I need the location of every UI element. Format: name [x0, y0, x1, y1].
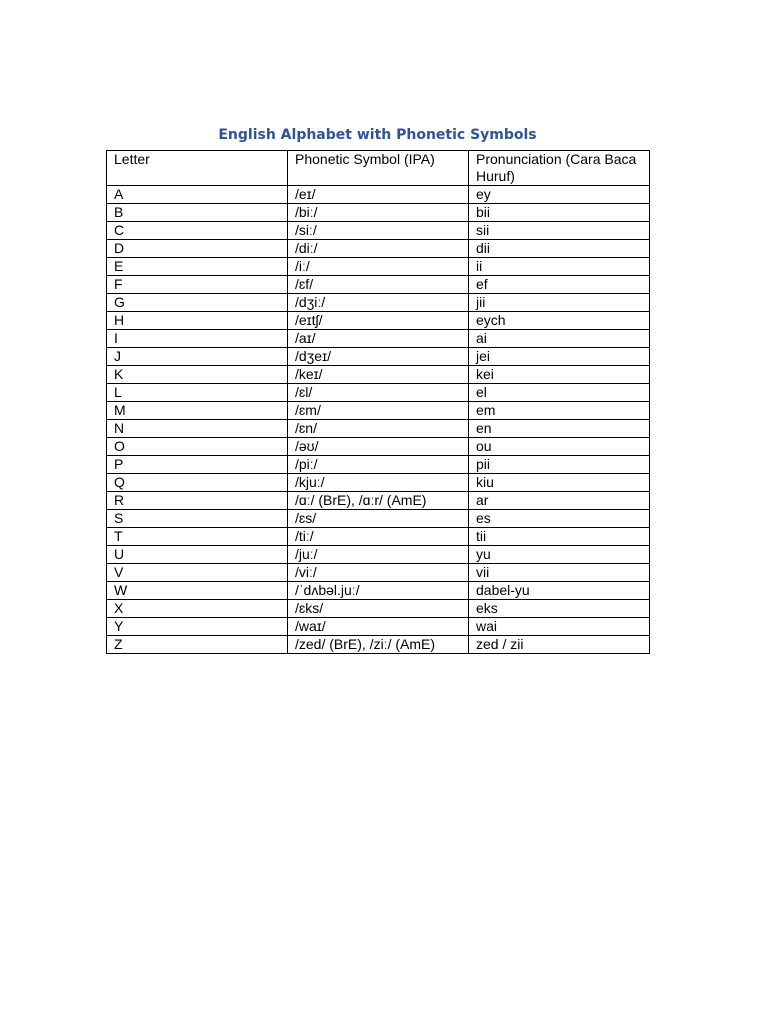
cell-letter: B: [107, 204, 288, 222]
cell-ipa: /keɪ/: [288, 366, 469, 384]
cell-ipa: /ɛf/: [288, 276, 469, 294]
table-row: [107, 258, 650, 276]
cell-ipa: /siː/: [288, 222, 469, 240]
cell-letter: L: [107, 384, 288, 402]
table-row: [107, 348, 650, 366]
table-row: [107, 438, 650, 456]
cell-letter: M: [107, 402, 288, 420]
cell-ipa: /diː/: [288, 240, 469, 258]
table-row: [107, 330, 650, 348]
cell-letter: R: [107, 492, 288, 510]
table-row: [107, 276, 650, 294]
cell-pronunciation: eks: [469, 600, 650, 618]
cell-pronunciation: vii: [469, 564, 650, 582]
cell-ipa: /juː/: [288, 546, 469, 564]
cell-pronunciation: em: [469, 402, 650, 420]
cell-pronunciation: ey: [469, 186, 650, 204]
cell-letter: Q: [107, 474, 288, 492]
cell-ipa: /iː/: [288, 258, 469, 276]
cell-pronunciation: ii: [469, 258, 650, 276]
cell-pronunciation: jei: [469, 348, 650, 366]
cell-pronunciation: ar: [469, 492, 650, 510]
alphabet-table: [106, 150, 650, 654]
cell-ipa: /biː/: [288, 204, 469, 222]
table-row: [107, 456, 650, 474]
cell-pronunciation: wai: [469, 618, 650, 636]
table-header-row: [107, 151, 650, 186]
table-row: [107, 510, 650, 528]
column-header-pronunciation: Pronunciation (Cara Baca Huruf): [469, 151, 650, 186]
table-row: [107, 186, 650, 204]
cell-ipa: /ɛs/: [288, 510, 469, 528]
cell-ipa: /tiː/: [288, 528, 469, 546]
cell-pronunciation: ou: [469, 438, 650, 456]
cell-ipa: /ɛn/: [288, 420, 469, 438]
cell-ipa: /eɪtʃ/: [288, 312, 469, 330]
table-row: [107, 366, 650, 384]
cell-ipa: /piː/: [288, 456, 469, 474]
cell-ipa: /aɪ/: [288, 330, 469, 348]
cell-pronunciation: jii: [469, 294, 650, 312]
cell-pronunciation: yu: [469, 546, 650, 564]
table-row: [107, 294, 650, 312]
cell-ipa: /ˈdʌbəl.juː/: [288, 582, 469, 600]
table-row: [107, 402, 650, 420]
cell-letter: D: [107, 240, 288, 258]
cell-pronunciation: kei: [469, 366, 650, 384]
cell-pronunciation: eych: [469, 312, 650, 330]
cell-letter: W: [107, 582, 288, 600]
column-header-ipa: Phonetic Symbol (IPA): [288, 151, 469, 186]
cell-pronunciation: ef: [469, 276, 650, 294]
cell-letter: N: [107, 420, 288, 438]
cell-ipa: /ɑː/ (BrE), /ɑːr/ (AmE): [288, 492, 469, 510]
cell-pronunciation: ai: [469, 330, 650, 348]
cell-letter: O: [107, 438, 288, 456]
cell-pronunciation: es: [469, 510, 650, 528]
cell-pronunciation: el: [469, 384, 650, 402]
table-row: [107, 384, 650, 402]
cell-letter: V: [107, 564, 288, 582]
cell-letter: C: [107, 222, 288, 240]
cell-letter: Z: [107, 636, 288, 654]
page-title: English Alphabet with Phonetic Symbols: [218, 127, 537, 143]
column-header-letter: Letter: [107, 151, 288, 186]
cell-ipa: /ɛm/: [288, 402, 469, 420]
cell-letter: A: [107, 186, 288, 204]
cell-letter: H: [107, 312, 288, 330]
cell-letter: X: [107, 600, 288, 618]
cell-ipa: /viː/: [288, 564, 469, 582]
cell-pronunciation: pii: [469, 456, 650, 474]
cell-ipa: /dʒeɪ/: [288, 348, 469, 366]
table-row: [107, 312, 650, 330]
table-row: [107, 222, 650, 240]
table-body: [107, 186, 650, 654]
cell-letter: S: [107, 510, 288, 528]
cell-pronunciation: tii: [469, 528, 650, 546]
cell-letter: I: [107, 330, 288, 348]
cell-letter: Y: [107, 618, 288, 636]
table-row: [107, 636, 650, 654]
table-row: [107, 564, 650, 582]
cell-letter: J: [107, 348, 288, 366]
cell-letter: G: [107, 294, 288, 312]
cell-ipa: /ɛks/: [288, 600, 469, 618]
cell-letter: U: [107, 546, 288, 564]
cell-letter: P: [107, 456, 288, 474]
table-row: [107, 546, 650, 564]
table-row: [107, 474, 650, 492]
cell-pronunciation: zed / zii: [469, 636, 650, 654]
cell-pronunciation: dii: [469, 240, 650, 258]
table-row: [107, 528, 650, 546]
table-row: [107, 240, 650, 258]
cell-letter: E: [107, 258, 288, 276]
cell-ipa: /əʊ/: [288, 438, 469, 456]
cell-pronunciation: en: [469, 420, 650, 438]
cell-ipa: /dʒiː/: [288, 294, 469, 312]
table-row: [107, 618, 650, 636]
table-row: [107, 492, 650, 510]
cell-letter: F: [107, 276, 288, 294]
cell-ipa: /waɪ/: [288, 618, 469, 636]
cell-letter: K: [107, 366, 288, 384]
cell-ipa: /kjuː/: [288, 474, 469, 492]
cell-ipa: /eɪ/: [288, 186, 469, 204]
cell-pronunciation: dabel-yu: [469, 582, 650, 600]
cell-ipa: /zed/ (BrE), /ziː/ (AmE): [288, 636, 469, 654]
table-row: [107, 204, 650, 222]
table-row: [107, 582, 650, 600]
cell-pronunciation: bii: [469, 204, 650, 222]
cell-ipa: /ɛl/: [288, 384, 469, 402]
cell-pronunciation: kiu: [469, 474, 650, 492]
cell-letter: T: [107, 528, 288, 546]
table-row: [107, 600, 650, 618]
cell-pronunciation: sii: [469, 222, 650, 240]
table-row: [107, 420, 650, 438]
